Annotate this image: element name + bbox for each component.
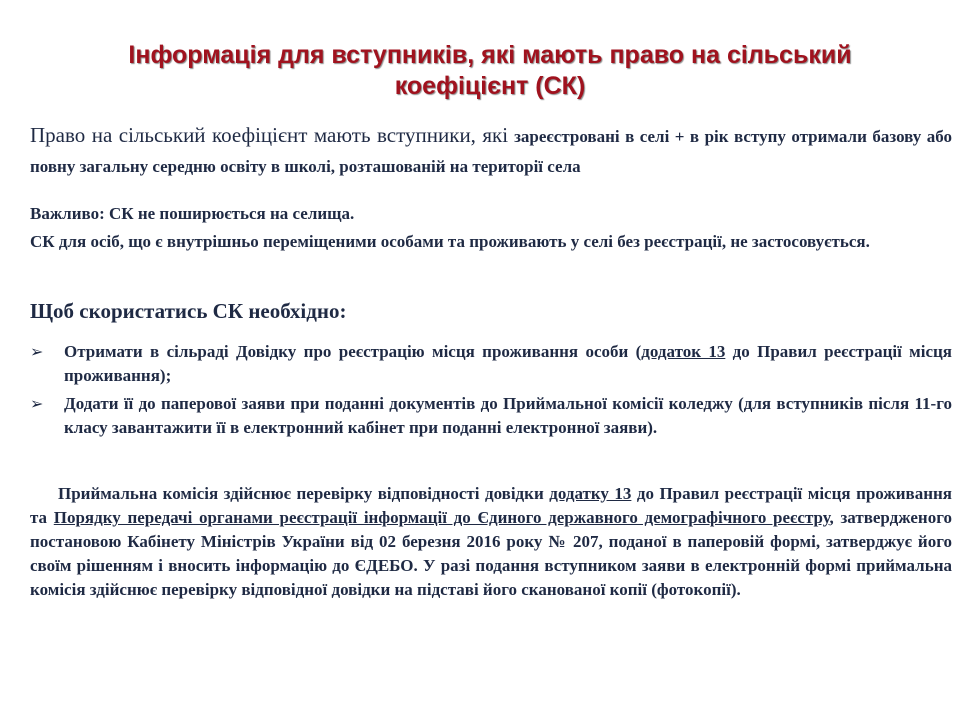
item1-after: до Правил реєстрації місця проживання); bbox=[64, 342, 952, 385]
list-item bbox=[30, 392, 952, 440]
intro-rest: зареєстровані в селі + в рік вступу отримали базову або повну загальну середню освіту в школі, розташованій на території села bbox=[30, 127, 952, 176]
arrow-bullet-icon: ➢ bbox=[30, 394, 44, 413]
registry-procedure-link[interactable]: Порядку передачі органами реєстрації інформації до Єдиного державного демографічного реєстру bbox=[53, 508, 830, 527]
page-title: Інформація для вступників, які мають право на сільський коефіцієнт (СК) bbox=[128, 41, 852, 100]
requirements-heading: Щоб скористатись СК необхідно: bbox=[30, 299, 347, 323]
item2-text: Додати її до паперової заяви при поданні документів до Приймальної комісії коледжу (для вступників після 11-го класу завантажити її в електронний кабінет при поданні електронної заяви). bbox=[64, 394, 952, 437]
commission-paragraph bbox=[30, 482, 952, 602]
item1-before: Отримати в сільраді Довідку про реєстрацію місця проживання особи ( bbox=[64, 342, 642, 361]
para-part-2: до Правил реєстрації місця проживання та bbox=[30, 484, 952, 527]
arrow-bullet-icon: ➢ bbox=[30, 342, 44, 361]
important-line-2: СК для осіб, що є внутрішньо переміщеними особами та проживають у селі без реєстрації, не застосовується. bbox=[30, 232, 870, 251]
requirements-list bbox=[30, 340, 952, 444]
appendix-13-link-2[interactable]: додатку 13 bbox=[549, 484, 632, 503]
important-line-1: Важливо: СК не поширюється на селища. bbox=[30, 204, 355, 223]
appendix-13-link[interactable]: додаток 13 bbox=[641, 342, 726, 361]
list-item bbox=[30, 340, 952, 388]
para-part-3: , затвердженого постановою Кабінету Міністрів України від 02 березня 2016 року № 207, поданої в паперовій формі, затверджує його своїм рішенням і вносить інформацію до ЄДЕБО. У разі подання вступником заяви в електронній формі приймальна комісія здійснює перевірку відповідної довідки на підставі його сканованої копії (фотокопії). bbox=[30, 508, 952, 599]
intro-lead: Право на сільський коефіцієнт мають вступники, які bbox=[30, 123, 509, 147]
important-note bbox=[30, 200, 952, 256]
intro-paragraph bbox=[30, 120, 952, 182]
para-part-1: Приймальна комісія здійснює перевірку відповідності довідки bbox=[58, 484, 550, 503]
